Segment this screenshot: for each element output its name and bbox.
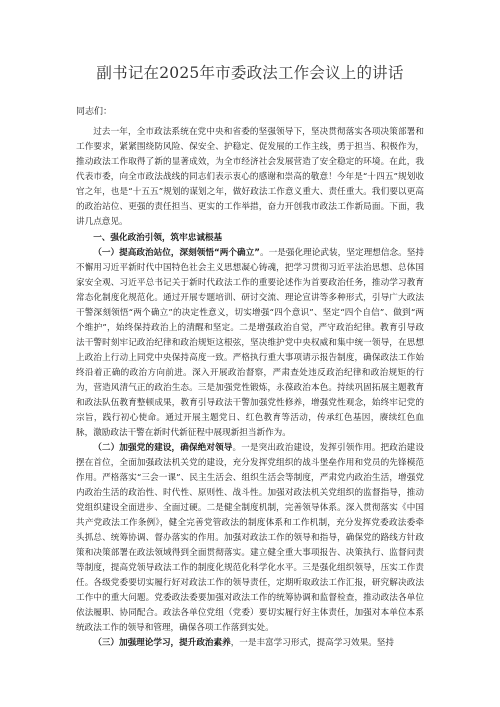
- subsection-paragraph: [76, 636, 424, 651]
- subsection-text: 。一是突出政治建设，发挥引领作用。把政治建设摆在首位，全面加强政法机关党的建设，充分发挥党组织的战斗堡垒作用和党员的先锋模范作用。严格落实“三会一课”、民主生活会、组织生活会等制度，严肃党内政治生活，增强党内政治生活的政治性、时代性、原则性、战斗性。加强对政法机关党组织的监督指导，推动党组织建设全面进步、全面过硬。二是健全制度机制，完善领导体系。深入贯彻落实《中国共产党政法工作条例》，健全完善党管政法的制度体系和工作机制，充分发挥党委政法委牵头抓总、统筹协调、督办落实的作用。加强对政法工作的领导和指导，确保党的路线方针政策和决策部署在政法领域得到全面贯彻落实。建立健全重大事项报告、决策执行、监督问责等制度，提高党领导政法工作的制度化规范化科学化水平。三是强化组织领导，压实工作责任。各级党委要切实履行好对政法工作的领导责任，定期听取政法工作汇报，研究解决政法工作中的重大问题。党委政法委要加强对政法工作的统筹协调和监督检查，推动政法各单位依法履职、协同配合。政法各单位党组（党委）要切实履行好主体责任，加强对本单位本系统政法工作的领导和管理，确保各项工作落到实处。: [76, 443, 424, 633]
- subsection-paragraph: [76, 441, 424, 636]
- intro-paragraph: 过去一年，全市政法系统在党中央和省委的坚强领导下，坚决贯彻落实各项决策部署和工作要求，紧紧围绕防风险、保安全、护稳定、促发展的工作主线，勇于担当、积极作为，推动政法工作取得了新的显著成效，为全市经济社会发展营造了安全稳定的环境。在此，我代表市委，向全市政法战线的同志们表示衷心的感谢和崇高的敬意！今年是“十四五”规划收官之年，也是“十五五”规划的谋划之年，做好政法工作意义重大、责任重大。我们要以更高的政治站位、更强的责任担当、更实的工作举措，奋力开创我市政法工作新局面。下面，我讲几点意见。: [76, 127, 424, 227]
- subsection-title: （三）加强理论学习，提升政治素养: [93, 638, 231, 648]
- speech-body: [76, 125, 424, 651]
- speech-title: 副书记在2025年市委政法工作会议上的讲话: [96, 64, 404, 82]
- salutation: 同志们：: [76, 107, 113, 117]
- subsection-title: （一）提高政治站位，深刻领悟“两个确立”: [93, 248, 260, 258]
- subsection-paragraph: [76, 246, 424, 441]
- subsection-text: ，一是丰富学习形式，提高学习效果。坚持: [230, 638, 394, 648]
- section-heading: 一、强化政治引领，筑牢忠诚根基: [93, 233, 223, 243]
- subsection-text: 。一是强化理论武装，坚定理想信念。坚持不懈用习近平新时代中国特色社会主义思想凝心铸魂，把学习贯彻习近平法治思想、总体国家安全观、习近平总书记关于新时代政法工作的重要论述作为首要政治任务，推动学习教育常态化制度化规范化。通过开展专题培训、研讨交流、理论宣讲等多种形式，引导广大政法干警深刻领悟“两个确立”的决定性意义，切实增强“四个意识”、坚定“四个自信”、做到“两个维护”，始终保持政治上的清醒和坚定。二是增强政治自觉，严守政治纪律。教育引导政法干警时刻牢记政治纪律和政治规矩这根弦，坚决维护党中央权威和集中统一领导，在思想上政治上行动上同党中央保持高度一致。严格执行重大事项请示报告制度，确保政法工作始终沿着正确的政治方向前进。深入开展政治督察，严肃查处违反政治纪律和政治规矩的行为，营造风清气正的政治生态。三是加强党性锻炼，永葆政治本色。持续巩固拓展主题教育和政法队伍教育整顿成果，教育引导政法干警加强党性修养，增强党性观念，始终牢记党的宗旨，践行初心使命。通过开展主题党日、红色教育等活动，传承红色基因，赓续红色血脉，激励政法干警在新时代新征程中展现新担当新作为。: [76, 248, 424, 438]
- subsection-title: （二）加强党的建设，确保绝对领导: [93, 443, 233, 453]
